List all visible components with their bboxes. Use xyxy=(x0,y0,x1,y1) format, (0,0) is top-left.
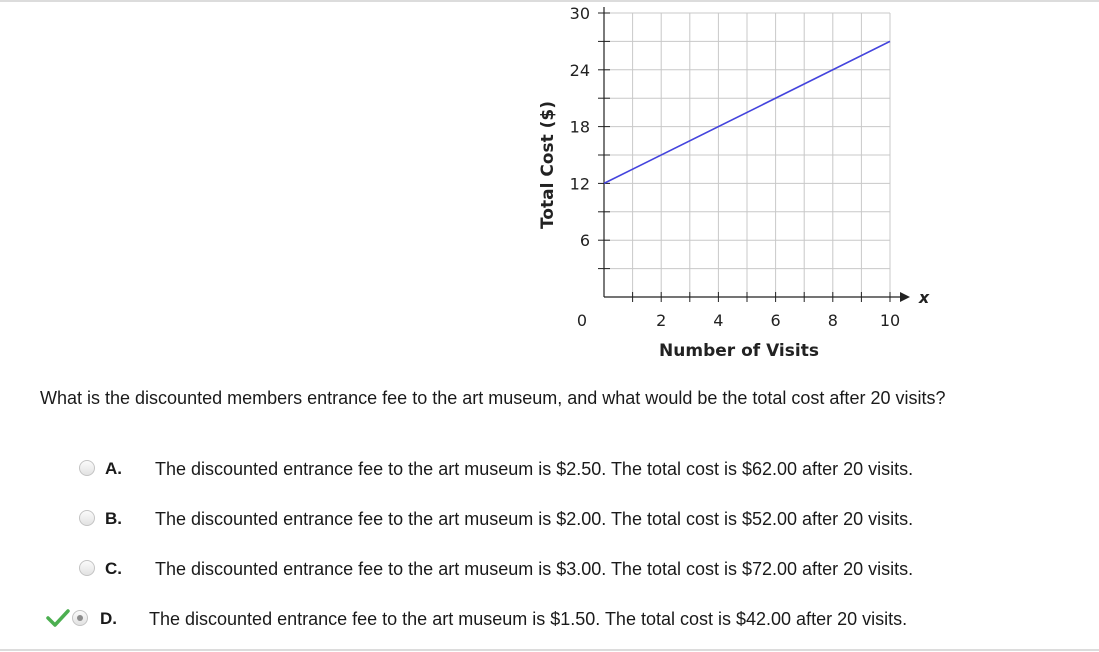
x-tick-label: 4 xyxy=(713,311,724,330)
checkmark-icon xyxy=(46,608,70,628)
option-b-text: The discounted entrance fee to the art museum is $2.00. The total cost is $52.00 after 20 visits. xyxy=(155,509,914,529)
y-tick-label: 18 xyxy=(569,117,590,137)
option-a-letter: A. xyxy=(105,459,122,478)
option-c-letter: C. xyxy=(105,559,122,578)
y-tick-label: 30 xyxy=(569,4,590,23)
option-c-text: The discounted entrance fee to the art museum is $3.00. The total cost is $72.00 after 20 visits. xyxy=(155,559,914,579)
option-a-text: The discounted entrance fee to the art museum is $2.50. The total cost is $62.00 after 20 visits. xyxy=(155,459,914,479)
radio-option-b[interactable] xyxy=(79,510,95,526)
option-b-letter: B. xyxy=(105,509,122,528)
question-text: What is the discounted members entrance fee to the art museum, and what would be the total cost after 20 visits? xyxy=(40,388,946,408)
x-tick-label: 0 xyxy=(576,311,588,330)
x-axis-name: x xyxy=(918,288,930,307)
y-tick-label: 24 xyxy=(569,60,590,80)
option-b[interactable] xyxy=(0,508,1080,534)
y-tick-label: 6 xyxy=(579,231,590,251)
option-d[interactable] xyxy=(0,608,1080,634)
bottom-divider xyxy=(0,649,1099,651)
y-tick-label: 12 xyxy=(569,174,590,194)
x-tick-label: 2 xyxy=(656,311,667,330)
x-axis-arrow xyxy=(900,292,910,302)
option-d-letter: D. xyxy=(100,609,117,628)
option-a[interactable] xyxy=(0,458,1080,484)
radio-option-c[interactable] xyxy=(79,560,95,576)
radio-option-d[interactable] xyxy=(72,610,88,626)
x-tick-label: 10 xyxy=(879,311,901,330)
option-c[interactable] xyxy=(0,558,1080,584)
x-axis-label: Number of Visits xyxy=(659,341,819,361)
line-chart xyxy=(520,0,940,370)
x-tick-label: 8 xyxy=(827,311,838,330)
y-axis-label: Total Cost ($) xyxy=(538,100,558,230)
option-d-text: The discounted entrance fee to the art museum is $1.50. The total cost is $42.00 after 20 visits. xyxy=(149,609,908,629)
radio-option-a[interactable] xyxy=(79,460,95,476)
x-tick-label: 6 xyxy=(770,311,781,330)
